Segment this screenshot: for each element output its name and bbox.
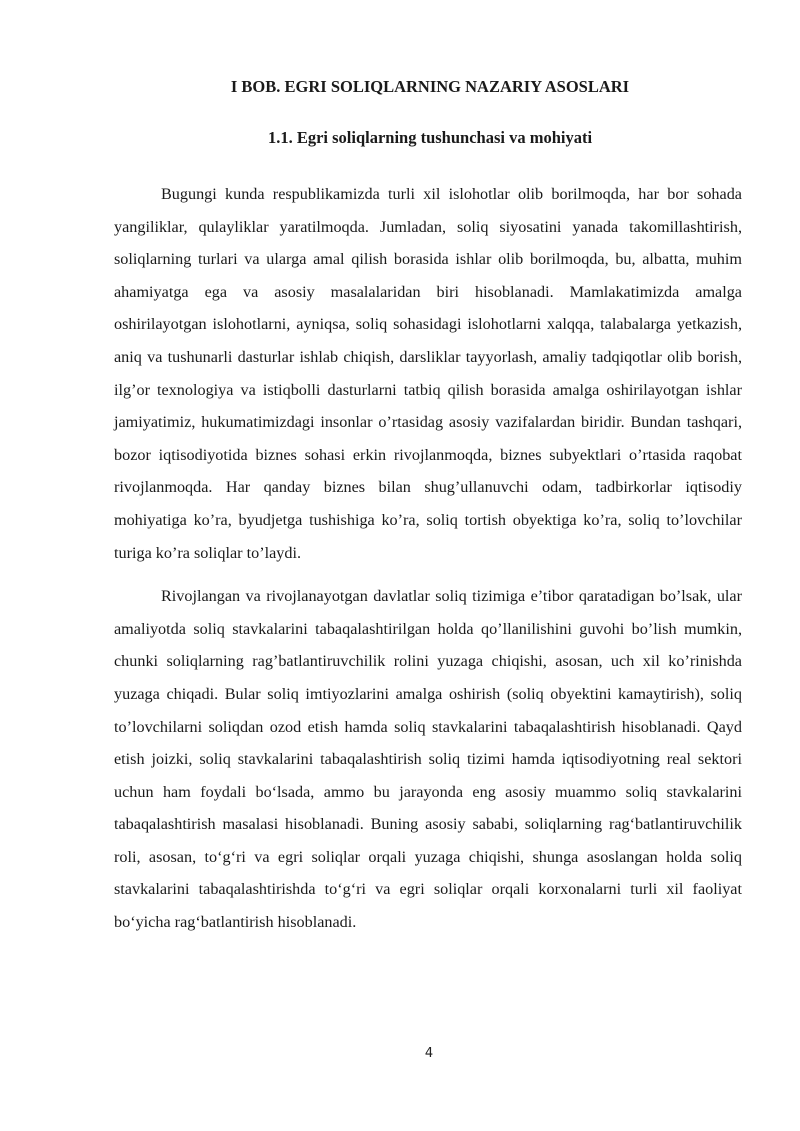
- page-number: 4: [424, 1046, 434, 1061]
- paragraph: Bugungi kunda respublikamizda turli xil islohotlar olib borilmoqda, har bor sohada yangiliklar, qulayliklar yaratilmoqda. Jumladan, soliq siyosatini yanada takomillashtirish, soliqlarning turlari va ularga amal qilish borasida ishlar olib borilmoqda, bu, albatta, muhim ahamiyatga ega va asosiy masalalaridan biri hisoblanadi. Mamlakatimizda amalga oshirilayotgan islohotlarni, ayniqsa, soliq sohasidagi islohotlarni xalqqa, talabalarga yetkazish, aniq va tushunarli dasturlar ishlab chiqish, darsliklar tayyorlash, amaliy tadqiqotlar olib borish, ilg’or texnologiya va istiqbolli dasturlarni tatbiq qilish borasida amalga oshirilayotgan ishlar jamiyatimiz, hukumatimizdagi insonlar o’rtasidag asosiy vazifalardan biridir. Bundan tashqari, bozor iqtisodiyotida biznes sohasi erkin rivojlanmoqda, biznes subyektlari o’rtasida raqobat rivojlanmoqda. Har qanday biznes bilan shug’ullanuvchi odam, tadbirkorlar iqtisodiy mohiyatiga ko’ra, byudjetga tushishiga ko’ra, soliq tortish obyektiga ko’ra, soliq to’lovchilar turiga ko’ra soliqlar to’laydi.: [114, 185, 742, 562]
- body-text: [114, 178, 742, 950]
- chapter-title: I BOB. EGRI SOLIQLARNING NAZARIY ASOSLARI: [230, 77, 630, 96]
- section-title: 1.1. Egri soliqlarning tushunchasi va mohiyati: [267, 128, 593, 147]
- paragraph: Rivojlangan va rivojlanayotgan davlatlar soliq tizimiga e’tibor qaratadigan bo’lsak, ular amaliyotda soliq stavkalarini tabaqalashtirilgan holda qo’llanilishini guvohi bo’lish mumkin, chunki soliqlarning rag’batlantiruvchilik rolini yuzaga chiqishi, asosan, uch xil ko’rinishda yuzaga chiqadi. Bular soliq imtiyozlarini amalga oshirish (soliq obyektini kamaytirish), soliq to’lovchilarni soliqdan ozod etish hamda soliq stavkalarini tabaqalashtirish hisoblanadi. Qayd etish joizki, soliq stavkalarini tabaqalashtirish soliq tizimi hamda iqtisodiyotning real sektori uchun ham foydali bo‘lsada, ammo bu jarayonda eng asosiy muammo soliq stavkalarini tabaqalashtirish masalasi hisoblanadi. Buning asosiy sababi, soliqlarning rag‘batlantiruvchilik roli, asosan, to‘g‘ri va egri soliqlar orqali yuzaga chiqishi, shunga asoslangan holda soliq stavkalarini tabaqalashtirishda to‘g‘ri va egri soliqlar orqali korxonalarni turli xil faoliyat bo‘yicha rag‘batlantirish hisoblanadi.: [114, 587, 742, 932]
